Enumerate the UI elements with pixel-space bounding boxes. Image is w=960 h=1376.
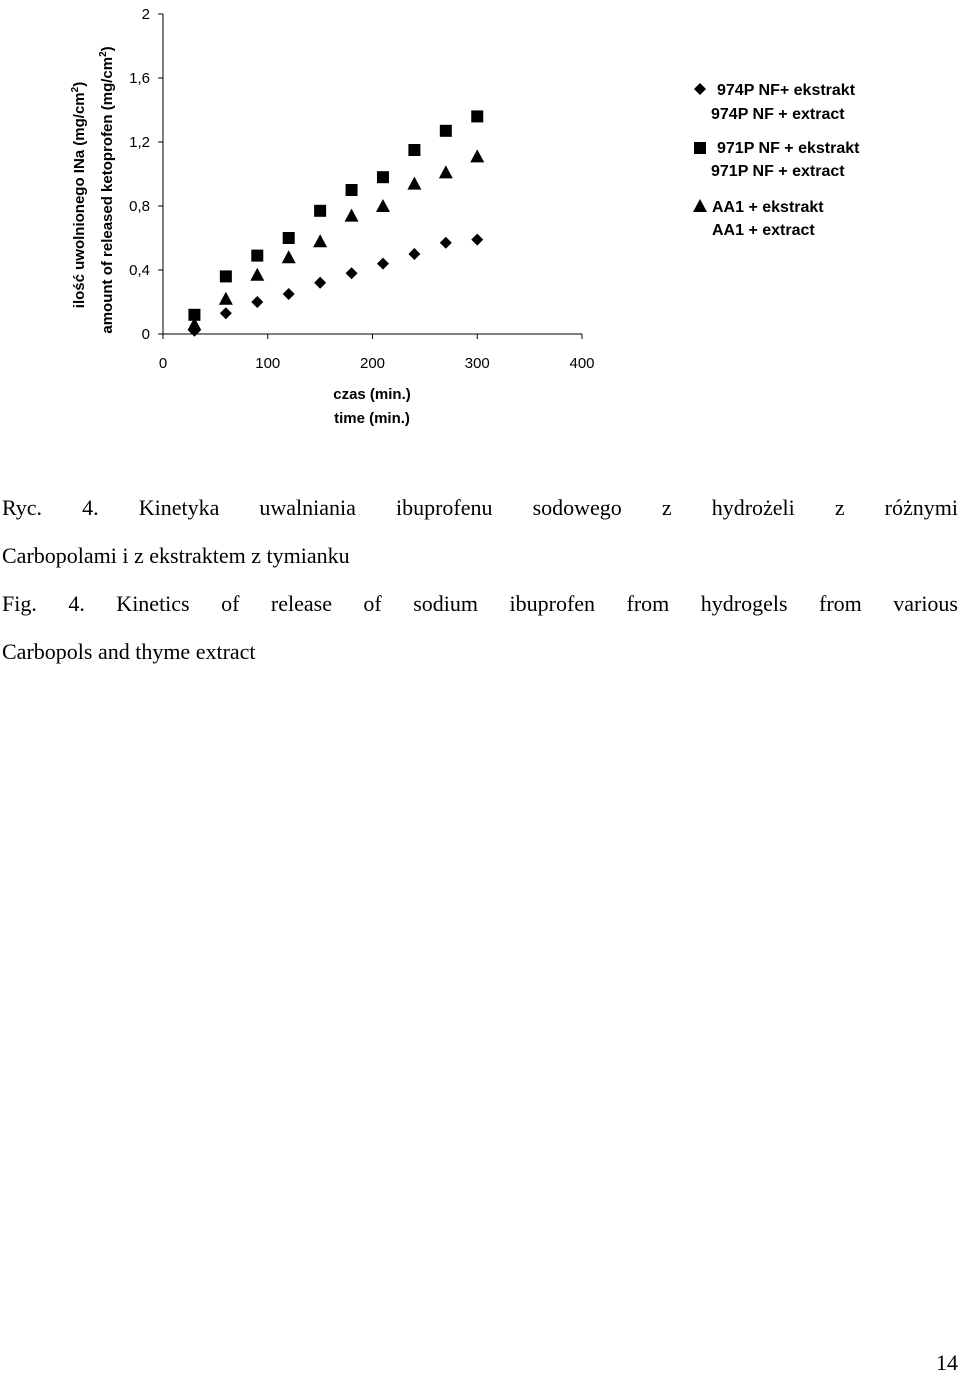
- legend-label-971p: 971P NF + ekstrakt: [717, 140, 860, 157]
- triangle-marker: [470, 149, 484, 162]
- triangle-marker: [345, 209, 359, 222]
- x-tick-label: 0: [158, 355, 168, 372]
- diamond-marker: [220, 307, 232, 319]
- caption-pl-line1: Ryc. 4. Kinetyka uwalniania ibuprofenu sodowego z hydrożeli z różnymi: [2, 495, 958, 520]
- x-tick-label: 400: [569, 355, 595, 372]
- caption-en-line2: Carbopols and thyme extract: [2, 639, 256, 664]
- page-number: 14: [936, 1350, 958, 1375]
- legend-label-974p-en: 974P NF + extract: [711, 106, 845, 123]
- diamond-marker: [408, 248, 420, 260]
- square-marker: [314, 205, 326, 217]
- y-tick-label: 1,2: [129, 134, 150, 151]
- x-axis-title: czas (min.): [333, 386, 411, 403]
- diamond-marker: [346, 267, 358, 279]
- diamond-marker: [440, 237, 452, 249]
- square-marker: [346, 184, 358, 196]
- x-tick-labels: [159, 355, 595, 372]
- chart-axes: [158, 14, 582, 339]
- legend-item-aa1: [693, 199, 824, 239]
- y-tick-label: 2: [141, 6, 150, 23]
- y-tick-label: 0,8: [129, 198, 150, 215]
- diamond-marker: [377, 258, 389, 270]
- legend-label-aa1: AA1 + ekstrakt: [712, 199, 824, 216]
- legend-diamond-marker: [694, 83, 706, 95]
- legend-item-974p: [694, 82, 856, 123]
- diamond-marker: [314, 277, 326, 289]
- triangle-marker: [313, 234, 327, 247]
- y-axis-title-en-text: amount of released ketoprofen (mg/cm: [99, 56, 116, 334]
- data-markers: [187, 110, 484, 336]
- square-marker: [471, 110, 483, 122]
- diamond-marker: [471, 234, 483, 246]
- triangle-marker: [282, 250, 296, 263]
- y-tick-label: 0,4: [129, 262, 150, 279]
- y-tick-label: 0: [141, 326, 150, 343]
- y-axis-title-text: ilość uwolnionego INa (mg/cm: [71, 92, 88, 309]
- legend-square-marker: [694, 142, 706, 154]
- square-marker: [188, 309, 200, 321]
- caption-en-line1: Fig. 4. Kinetics of release of sodium ibuprofen from hydrogels from various: [2, 591, 958, 616]
- y-tick-labels: [129, 6, 150, 343]
- triangle-marker: [376, 199, 390, 212]
- triangle-marker: [219, 292, 233, 305]
- square-marker: [440, 125, 452, 137]
- triangle-marker: [250, 268, 264, 281]
- caption-pl-line2: Carbopolami i z ekstraktem z tymianku: [2, 543, 350, 568]
- y-axis-title-sup: 2: [70, 86, 81, 93]
- chart: [0, 0, 960, 440]
- y-axis-title-close: ): [71, 81, 88, 87]
- y-axis-title-en-sup: 2: [98, 51, 109, 57]
- figure-caption: [2, 484, 958, 676]
- legend-label-971p-en: 971P NF + extract: [711, 163, 845, 180]
- x-tick-label: 300: [464, 355, 490, 372]
- triangle-marker: [439, 165, 453, 178]
- square-marker: [220, 270, 232, 282]
- y-tick-label: 1,6: [129, 70, 150, 87]
- diamond-marker: [283, 288, 295, 300]
- triangle-marker: [407, 177, 421, 190]
- square-marker: [251, 250, 263, 262]
- legend-item-971p: [694, 140, 860, 180]
- legend-label-aa1-en: AA1 + extract: [712, 222, 815, 239]
- legend-label-974p: 974P NF+ ekstrakt: [717, 82, 856, 99]
- y-axis-title: [70, 82, 88, 308]
- x-tick-label: 100: [255, 355, 281, 372]
- square-marker: [283, 232, 295, 244]
- legend-triangle-marker: [693, 199, 707, 212]
- y-axis-title-en-close: ): [99, 46, 116, 52]
- square-marker: [377, 171, 389, 183]
- x-axis-title-en: time (min.): [334, 410, 410, 427]
- legend: [693, 82, 860, 239]
- x-tick-label: 200: [359, 355, 386, 372]
- diamond-marker: [251, 296, 263, 308]
- square-marker: [408, 144, 420, 156]
- y-axis-title-en: [98, 46, 116, 333]
